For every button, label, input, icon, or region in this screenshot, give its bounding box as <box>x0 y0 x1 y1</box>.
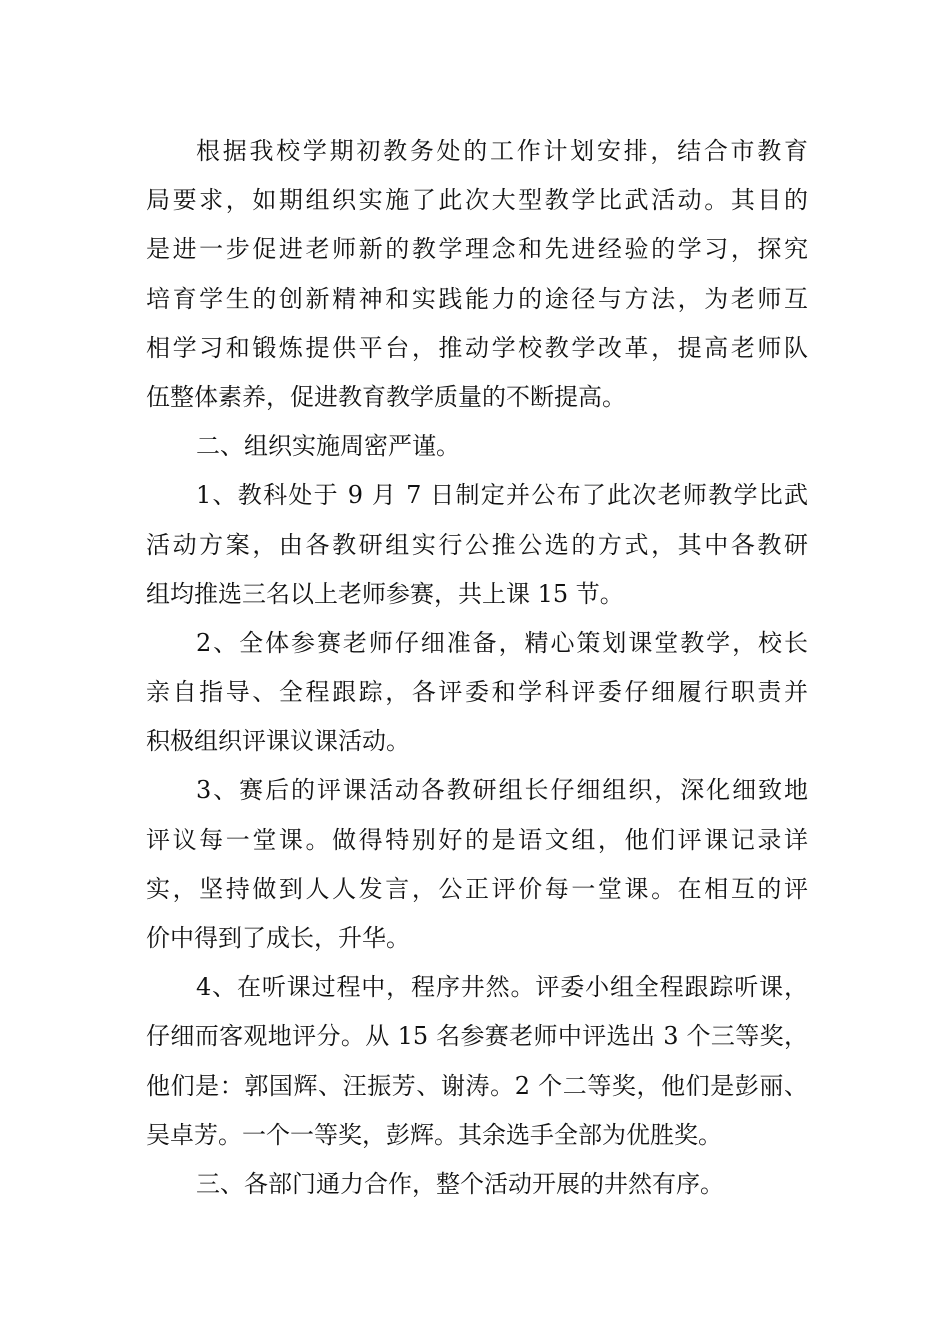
item-3-paragraph <box>146 766 808 963</box>
section-heading: 二、组织实施周密严谨。 <box>196 432 460 461</box>
intro-paragraph <box>146 127 808 422</box>
paragraph-line: 积极组织评课议课活动。 <box>146 727 410 756</box>
paragraph-line: 仔细而客观地评分。从 15 名参赛老师中评选出 3 个三等奖， <box>146 1022 808 1051</box>
item-1-paragraph <box>146 471 808 619</box>
paragraph-line: 局要求，如期组织实施了此次大型教学比武活动。其目的 <box>146 186 808 215</box>
paragraph-line: 伍整体素养，促进教育教学质量的不断提高。 <box>146 382 626 411</box>
section-2-heading <box>146 422 808 471</box>
item-4-paragraph <box>146 963 808 1160</box>
paragraph-line: 4、在听课过程中，程序井然。评委小组全程跟踪听课， <box>196 973 808 1002</box>
paragraph-line: 2、全体参赛老师仔细准备，精心策划课堂教学，校长 <box>196 628 808 657</box>
paragraph-line: 是进一步促进老师新的教学理念和先进经验的学习，探究 <box>146 235 808 264</box>
paragraph-line: 培育学生的创新精神和实践能力的途径与方法，为老师互 <box>146 284 808 313</box>
paragraph-line: 价中得到了成长，升华。 <box>146 924 410 952</box>
paragraph-line: 评议每一堂课。做得特别好的是语文组，他们评课记录详 <box>146 825 808 854</box>
paragraph-line: 他们是：郭国辉、汪振芳、谢涛。2 个二等奖，他们是彭丽、 <box>146 1071 808 1100</box>
section-3-heading <box>146 1160 808 1209</box>
item-2-paragraph <box>146 619 808 767</box>
paragraph-line: 1、教科处于 9 月 7 日制定并公布了此次老师教学比武 <box>196 481 808 510</box>
paragraph-line: 吴卓芳。一个一等奖，彭辉。其余选手全部为优胜奖。 <box>146 1120 722 1149</box>
paragraph-line: 根据我校学期初教务处的工作计划安排，结合市教育 <box>196 137 808 165</box>
document-body <box>146 127 808 1209</box>
paragraph-line: 3、赛后的评课活动各教研组长仔细组织，深化细致地 <box>196 776 808 805</box>
paragraph-line: 组均推选三名以上老师参赛，共上课 15 节。 <box>146 579 624 608</box>
paragraph-line: 相学习和锻炼提供平台，推动学校教学改革，提高老师队 <box>146 333 808 362</box>
paragraph-line: 实，坚持做到人人发言，公正评价每一堂课。在相互的评 <box>146 874 808 903</box>
paragraph-line: 活动方案，由各教研组实行公推公选的方式，其中各教研 <box>146 530 808 559</box>
paragraph-line: 亲自指导、全程跟踪，各评委和学科评委仔细履行职责并 <box>146 678 808 707</box>
section-heading: 三、各部门通力合作，整个活动开展的井然有序。 <box>196 1169 724 1198</box>
